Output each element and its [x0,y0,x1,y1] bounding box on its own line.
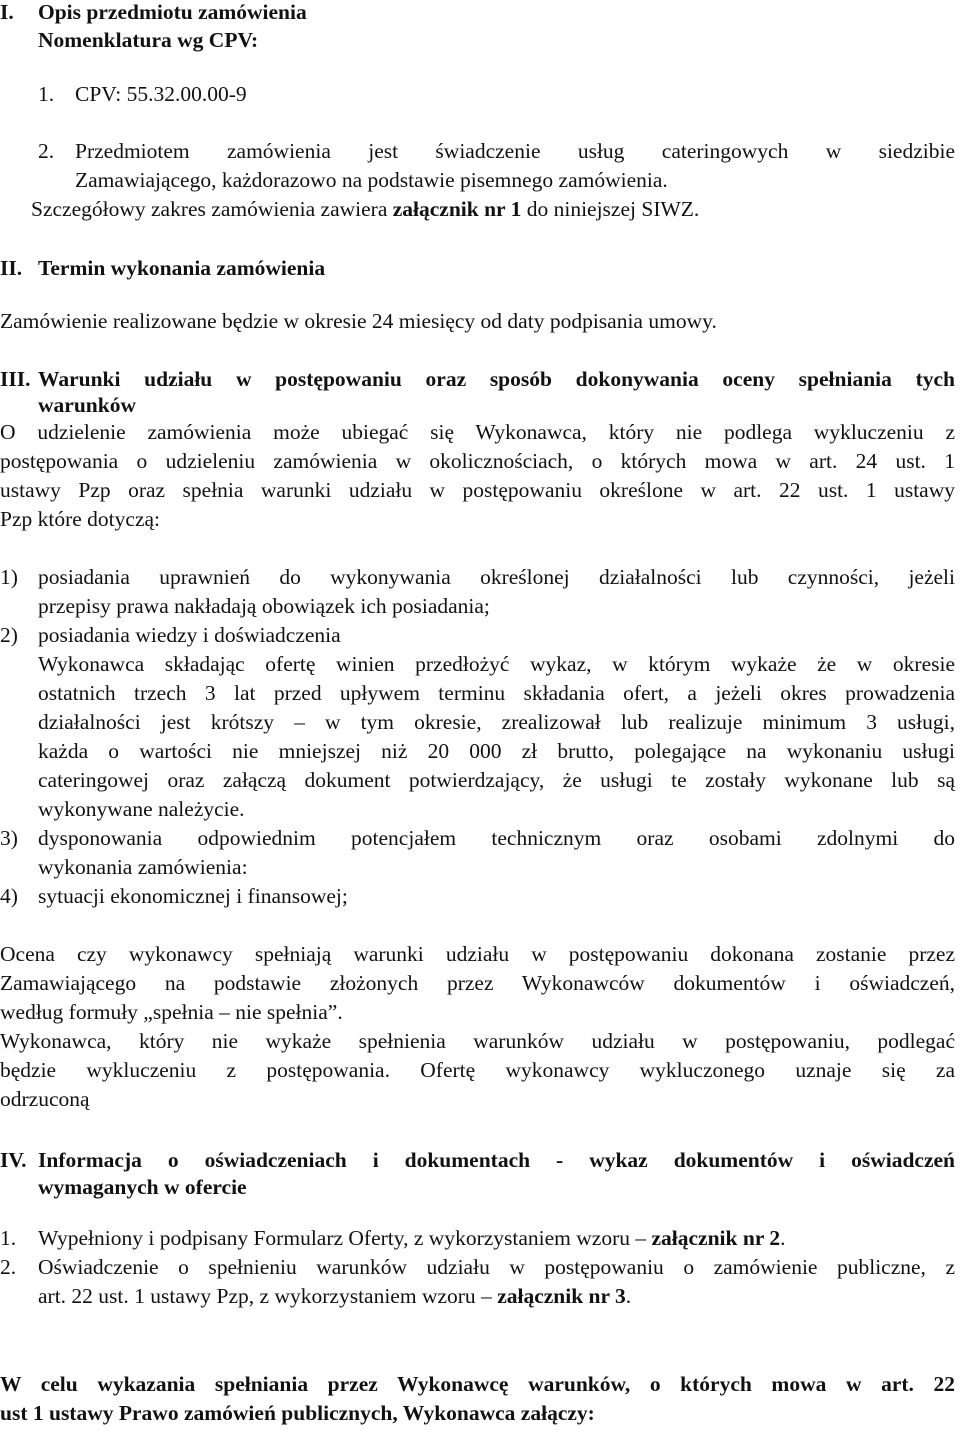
cond-2-body-5: cateringowej oraz załączą dokument potwierdzający, że usługi te zostały wykonane lub są [38,768,955,792]
cond-3-line-1: dysponowania odpowiednim potencjałem technicznym oraz osobami zdolnymi do [38,826,955,850]
cond-2-body-1: Wykonawca składając ofertę winien przedłożyć wykaz, w którym wykaże że w okresie [38,652,955,676]
cond-4-number: 4) [0,884,18,908]
attachment-2-ref: załącznik nr 2 [651,1226,781,1250]
cond-2-body-6: wykonywane należycie. [38,797,245,821]
doc-item-2-line-1: Oświadczenie o spełnieniu warunków udziału w postępowaniu o zamówienie publiczne, z [38,1255,955,1279]
subject-item-number: 2. [38,139,55,163]
subject-line-3: Szczegółowy zakres zamówienia zawiera załącznik nr 1 do niniejszej SIWZ. [31,197,700,221]
cpv-item: 1. CPV: 55.32.00.00-9 [38,82,247,106]
intro-line-4: Pzp które dotyczą: [0,507,161,531]
cond-1-number: 1) [0,565,18,589]
section-3-title-line-2: warunków [38,393,136,417]
section-2-text: Zamówienie realizowane będzie w okresie 24 miesięcy od daty podpisania umowy. [0,309,717,333]
subject-line-1: Przedmiotem zamówienia jest świadczenie usług cateringowych w siedzibie [75,139,955,163]
cond-1-line-1: posiadania uprawnień do wykonywania określonej działalności lub czynności, jeżeli [38,565,955,589]
intro-line-3: ustawy Pzp oraz spełnia warunki udziału w postępowaniu określone w art. 22 ust. 1 ustawy [0,478,955,502]
section-2-title: Termin wykonania zamówienia [38,256,326,280]
section-3-title-line-1: Warunki udziału w postępowaniu oraz sposób dokonywania oceny spełniania tych [38,367,955,391]
cond-2-body-2: ostatnich trzech 3 lat przed upływem terminu składania ofert, a jeżeli okres prowadzenia [38,681,955,705]
cond-2-number: 2) [0,623,18,647]
section-1-number: I. [0,0,14,24]
section-2-heading [0,254,325,283]
section-4-number: IV. [0,1148,27,1172]
attachment-3-ref: załącznik nr 3 [497,1284,626,1308]
assessment-line-5: będzie wykluczeniu z postępowania. Ofertę wykonawcy wykluczonego uznaje się za [0,1058,955,1082]
subject-line-2: Zamawiającego, każdorazowo na podstawie pisemnego zamówienia. [75,168,668,192]
cond-3-line-2: wykonania zamówienia: [38,855,248,879]
cond-2-body-4: każda o wartości nie mniejszej niż 20 000 zł brutto, polegające na wykonaniu usługi [38,739,955,763]
cpv-subtitle: Nomenklatura wg CPV: [38,28,259,52]
section-4-title-line-1: Informacja o oświadczeniach i dokumentach - wykaz dokumentów i oświadczeń [38,1148,955,1172]
doc-item-1: 1. Wypełniony i podpisany Formularz Oferty, z wykorzystaniem wzoru – załącznik nr 2. [0,1226,786,1250]
assessment-line-4: Wykonawca, który nie wykaże spełnienia warunków udziału w postępowaniu, podlegać [0,1029,955,1053]
section-1-title: Opis przedmiotu zamówienia [38,0,307,24]
assessment-line-6: odrzuconą [0,1087,90,1111]
section-4-title-line-2: wymaganych w ofercie [38,1175,247,1199]
assessment-line-3: według formuły „spełnia – nie spełnia”. [0,1000,343,1024]
section-1-heading [0,0,307,27]
assessment-line-2: Zamawiającego na podstawie złożonych przez Wykonawców dokumentów i oświadczeń, [0,971,955,995]
cond-2-body-3: działalności jest krótszy – w tym okresie, zrealizował lub realizuje minimum 3 usługi, [38,710,955,734]
cond-3-number: 3) [0,826,18,850]
assessment-line-1: Ocena czy wykonawcy spełniają warunki udziału w postępowaniu dokonana zostanie przez [0,942,955,966]
closing-line-2: ust 1 ustawy Prawo zamówień publicznych, Wykonawca załączy: [0,1401,595,1425]
intro-line-1: O udzielenie zamówienia może ubiegać się Wykonawca, który nie podlega wykluczeniu z [0,420,955,444]
attachment-1-ref: załącznik nr 1 [392,197,522,221]
intro-line-2: postępowania o udzieleniu zamówienia w okolicznościach, o których mowa w art. 24 ust. 1 [0,449,955,473]
doc-item-2-line-2: art. 22 ust. 1 ustawy Pzp, z wykorzystaniem wzoru – załącznik nr 3. [38,1284,632,1308]
section-2-number: II. [0,256,23,280]
doc-item-2-number: 2. [0,1255,17,1279]
cond-2-line-1: posiadania wiedzy i doświadczenia [38,623,341,647]
cond-1-line-2: przepisy prawa nakładają obowiązek ich posiadania; [38,594,490,618]
closing-line-1: W celu wykazania spełniania przez Wykonawcę warunków, o których mowa w art. 22 [0,1372,955,1396]
section-3-number: III. [0,367,31,391]
cond-4-line-1: sytuacji ekonomicznej i finansowej; [38,884,348,908]
